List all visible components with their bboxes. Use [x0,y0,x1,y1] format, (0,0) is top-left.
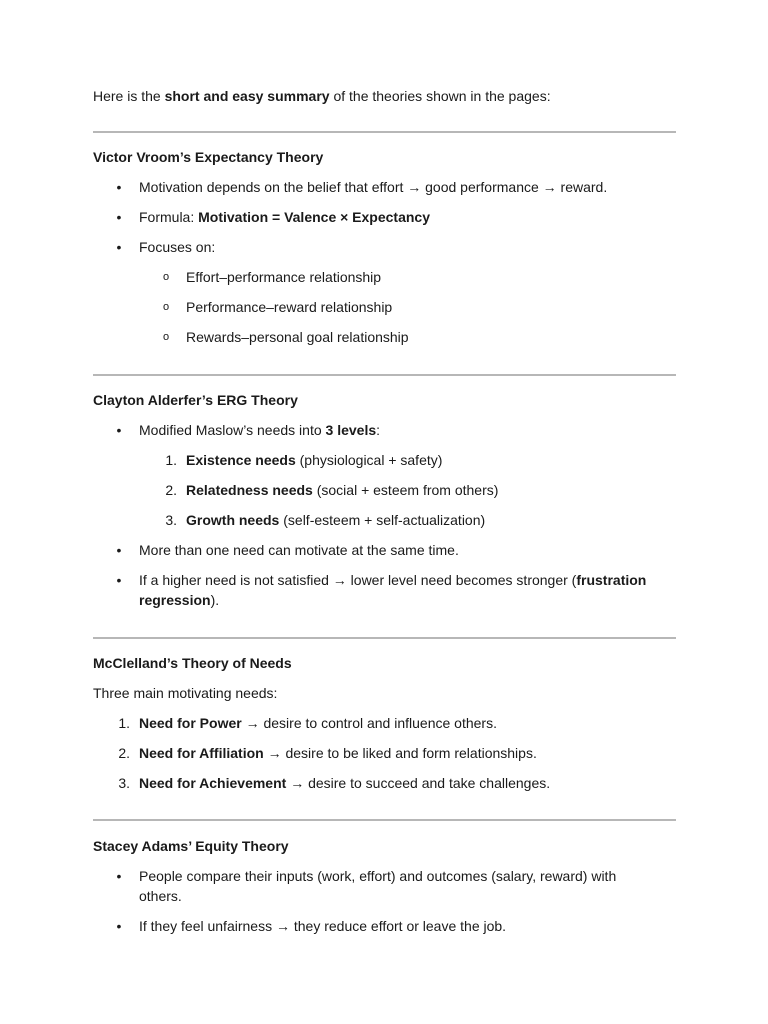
number-marker: 3. [165,512,177,528]
numbered-item [93,713,676,733]
bullet-marker: • [116,422,122,438]
number-marker: 2. [118,745,130,761]
erg-bullet-2: More than one need can motivate at the same time. [139,542,459,558]
adams-section [93,836,676,936]
bullet-marker: • [116,918,122,934]
erg-bullet-3-prefix: If a higher need is not satisfied → lower level need becomes stronger ( [139,572,577,588]
erg-item-1-bold: Existence needs [186,452,296,468]
vroom-bullet-3: Focuses on: [139,239,216,255]
vroom-formula-label: Formula: [139,209,199,225]
vroom-sub-1: Effort–performance relationship [186,269,382,285]
numbered-item [93,480,676,500]
list-item [93,540,676,560]
erg-item-1-rest: (physiological + safety) [295,452,443,468]
intro-suffix: of the theories shown in the pages: [329,88,551,104]
erg-bullet-1-suffix: : [376,422,381,438]
vroom-heading: Victor Vroom’s Expectancy Theory [93,149,324,165]
erg-bullet-3-suffix: ). [210,592,220,608]
mcclelland-item-2-bold: Need for Affiliation [139,745,264,761]
section-divider [93,374,676,376]
bullet-marker: • [116,239,122,255]
sub-bullet-marker: o [162,271,170,283]
vroom-sub-3: Rewards–personal goal relationship [186,329,409,345]
erg-section [93,390,676,610]
mcclelland-intro: Three main motivating needs: [93,685,278,701]
erg-bullet-3-bold-2: regression [139,592,211,608]
mcclelland-item-3-bold: Need for Achievement [139,775,287,791]
mcclelland-item-1-bold: Need for Power [139,715,242,731]
bullet-marker: • [116,868,122,884]
mcclelland-heading: McClelland’s Theory of Needs [93,655,292,671]
numbered-item [93,510,676,530]
number-marker: 2. [165,482,177,498]
section-divider [93,637,676,639]
vroom-sub-2: Performance–reward relationship [186,299,393,315]
section-divider [93,819,676,821]
intro-paragraph [93,86,693,106]
vroom-bullet-1: Motivation depends on the belief that effort → good performance → reward. [139,179,608,195]
mcclelland-section [93,653,676,793]
list-item [93,420,676,440]
sub-list-item [93,297,676,317]
erg-bullet-1-prefix: Modified Maslow’s needs into [139,422,326,438]
sub-bullet-marker: o [162,301,170,313]
number-marker: 1. [165,452,177,468]
mcclelland-item-2-rest: → desire to be liked and form relationships. [263,745,537,761]
erg-bullet-3-bold-1: frustration [576,572,647,588]
adams-heading: Stacey Adams’ Equity Theory [93,838,289,854]
mcclelland-item-1-rest: → desire to control and influence others. [241,715,497,731]
numbered-item [93,773,676,793]
erg-item-3-bold: Growth needs [186,512,280,528]
list-item [93,177,676,197]
sub-list-item [93,327,676,347]
sub-list-item [93,267,676,287]
vroom-section [93,147,676,347]
erg-heading: Clayton Alderfer’s ERG Theory [93,392,298,408]
sub-bullet-marker: o [162,331,170,343]
bullet-marker: • [116,542,122,558]
adams-bullet-1-line-2: others. [139,888,182,904]
intro-bold: short and easy summary [164,88,330,104]
list-item [93,916,676,936]
numbered-item [93,743,676,763]
number-marker: 3. [118,775,130,791]
vroom-formula: Motivation = Valence × Expectancy [198,209,430,225]
adams-bullet-2: If they feel unfairness → they reduce effort or leave the job. [139,918,507,934]
number-marker: 1. [118,715,130,731]
erg-bullet-1-bold: 3 levels [325,422,377,438]
bullet-marker: • [116,209,122,225]
erg-item-3-rest: (self-esteem + self-actualization) [279,512,486,528]
numbered-item [93,450,676,470]
erg-item-2-rest: (social + esteem from others) [312,482,499,498]
intro-prefix: Here is the [93,88,165,104]
list-item [93,207,676,227]
adams-bullet-1-line-1: People compare their inputs (work, effort) and outcomes (salary, reward) with [139,868,617,884]
bullet-marker: • [116,179,122,195]
list-item [93,237,676,257]
mcclelland-item-3-rest: → desire to succeed and take challenges. [286,775,551,791]
list-item [93,570,676,610]
section-divider [93,131,676,133]
erg-item-2-bold: Relatedness needs [186,482,313,498]
list-item [93,866,676,906]
bullet-marker: • [116,572,122,588]
